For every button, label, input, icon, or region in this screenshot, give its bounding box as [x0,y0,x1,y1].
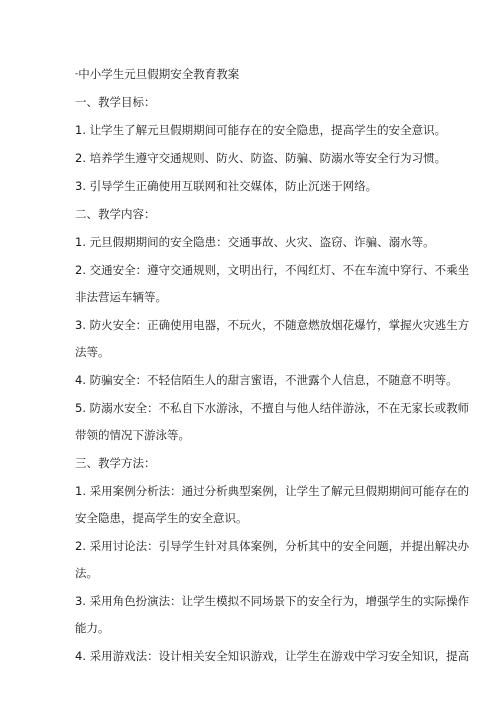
list-item [75,372,458,388]
list-item-line: 4. 防骗安全：不轻信陌生人的甜言蜜语，不泄露个人信息，不随意不明等。 [75,373,458,387]
list-item [75,150,447,166]
title-text: 中小学生元旦假期安全教育教案 [78,67,240,81]
section-heading-methods: 三、教学方法： [75,456,156,470]
list-item-line: 安全隐患，提高学生的安全意识。 [75,511,248,525]
list-item [75,538,470,581]
list-item-line: 3. 引导学生正确使用互联网和社交媒体，防止沉迷于网络。 [75,179,378,193]
list-item-line: 2. 培养学生遵守交通规则、防火、防盗、防骗、防溺水等安全行为习惯。 [75,151,447,165]
title-mark: - [75,69,79,79]
list-item [75,178,430,194]
list-item [75,483,470,526]
list-item-line: 1. 采用案例分析法：通过分析典型案例，让学生了解元旦假期期间可能存在的 [75,484,470,498]
list-item-line: 2. 采用讨论法：引导学生针对具体案例，分析其中的安全问题，并提出解决办 [75,539,470,553]
list-item [75,317,470,360]
list-item-line: 3. 防火安全：正确使用电器，不玩火，不随意燃放烟花爆竹，掌握火灾逃生方 [75,318,470,332]
list-item [75,648,470,664]
list-item-line: 2. 交通安全：遵守交通规则，文明出行，不闯红灯、不在车流中穿行、不乘坐 [75,263,470,277]
document-title [75,66,430,82]
list-item [75,593,470,636]
list-item [75,122,447,138]
list-item-line: 法。 [75,566,98,580]
list-item-line: 3. 采用角色扮演法：让学生模拟不同场景下的安全行为，增强学生的实际操作 [75,594,470,608]
list-item-line: 5. 防溺水安全：不私自下水游泳，不擅自与他人结伴游泳，不在无家长或教师 [75,401,470,415]
list-item-line: 带领的情况下游泳等。 [75,428,190,442]
list-item-line: 能力。 [75,621,110,635]
list-item-line: 非法营运车辆等。 [75,290,167,304]
list-item-line: 1. 元旦假期期间的安全隐患：交通事故、火灾、盗窃、诈骗、溺水等。 [75,235,435,249]
list-item [75,234,435,250]
list-item-line: 1. 让学生了解元旦假期期间可能存在的安全隐患，提高学生的安全意识。 [75,123,447,137]
list-item-line: 4. 采用游戏法：设计相关安全知识游戏，让学生在游戏中学习安全知识，提高 [75,649,470,663]
list-item-line: 法等。 [75,345,110,359]
list-item [75,400,470,443]
list-item [75,262,470,305]
document-content [75,66,470,676]
section-heading-goals: 一、教学目标： [75,95,156,109]
section-heading-content: 二、教学内容： [75,207,156,221]
